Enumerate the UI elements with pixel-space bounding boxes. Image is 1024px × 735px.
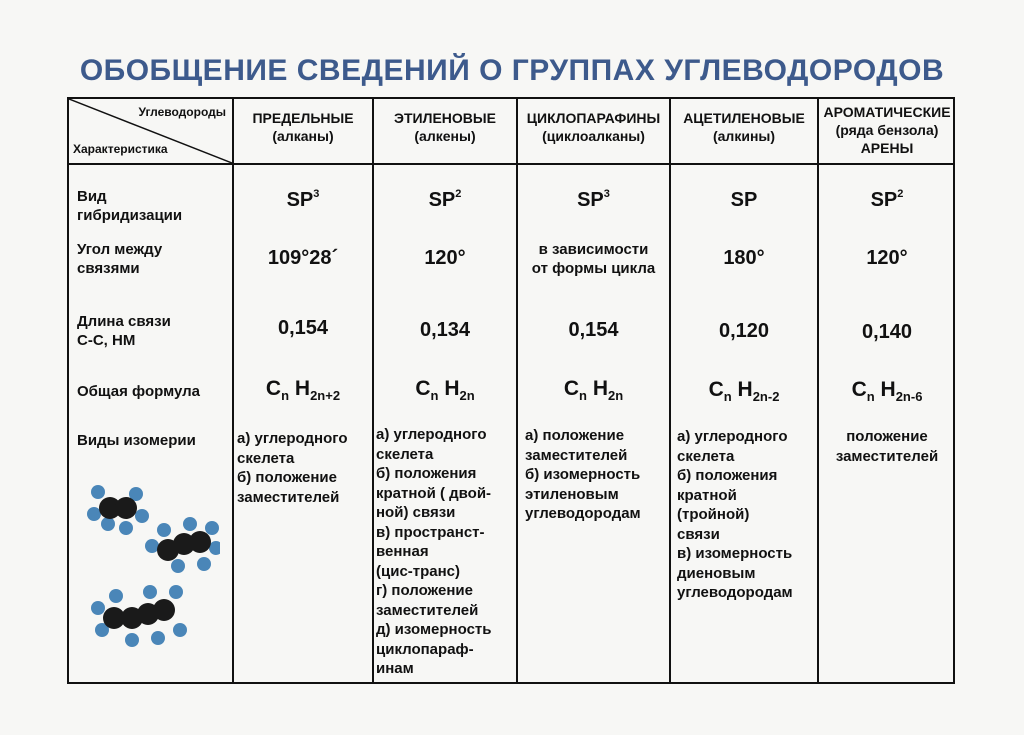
- corner-label-hydrocarbons: Углеводороды: [138, 105, 226, 119]
- row-label-bond-angle: Угол между связями: [77, 241, 163, 277]
- column-header-arenes: АРОМАТИЧЕСКИЕ (ряда бензола) АРЕНЫ: [823, 104, 951, 156]
- row-label-isomerism: Виды изомерии: [77, 432, 196, 449]
- row-label-hybridization: Вид гибридизации: [77, 188, 183, 224]
- grid-line: [69, 163, 953, 165]
- bond-angle-value: 120°: [866, 247, 908, 269]
- isomerism-list: а) положение заместителей б) изомерность этиленовым углеводородам: [525, 427, 641, 522]
- corner-label-characteristic: Характеристика: [73, 142, 168, 156]
- corner-cell: [69, 99, 232, 163]
- bond-length-value: 0,154: [568, 319, 619, 341]
- column-header-cycloalkanes: ЦИКЛОПАРАФИНЫ (циклоалканы): [526, 110, 661, 144]
- hybridization-value: SP: [730, 189, 758, 211]
- general-formula: $C_n$ $H_{2n+2}$: [265, 377, 341, 403]
- general-formula: $C_n$ $H_{2n-2}$: [708, 378, 780, 404]
- hybridization-value: $SP^2$: [870, 188, 904, 211]
- hybridization-value: $SP^2$: [428, 188, 462, 211]
- bond-angle-value: 180°: [723, 247, 765, 269]
- bond-angle-value: в зависимости от формы цикла: [531, 241, 656, 277]
- molecule-butane: [91, 585, 187, 647]
- bond-angle-value: 120°: [424, 247, 466, 269]
- column-header-alkynes: АЦЕТИЛЕНОВЫЕ (алкины): [683, 110, 805, 144]
- bond-length-value: 0,154: [277, 317, 329, 339]
- bond-angle-value: 109°28´: [267, 247, 339, 269]
- column-header-alkanes: ПРЕДЕЛЬНЫЕ (алканы): [252, 110, 354, 144]
- row-label-general-formula: Общая формула: [77, 383, 201, 400]
- column-header-alkenes: ЭТИЛЕНОВЫЕ (алкены): [394, 110, 496, 144]
- molecules-illustration: [80, 480, 220, 650]
- isomerism-list: а) углеродного скелета б) положения кратной ( двой- ной) связи в) пространст- венная (цис-транс) г) положение заместителей д) изомерность циклопараф- инам: [376, 426, 492, 677]
- isomerism-list: а) углеродного скелета б) положение заместителей: [237, 430, 348, 506]
- isomerism-list: положение заместителей: [835, 428, 939, 465]
- hybridization-value: $SP^3$: [577, 188, 610, 211]
- row-label-bond-length: Длина связи С-С, НМ: [77, 313, 171, 349]
- bond-length-value: 0,120: [718, 320, 770, 342]
- molecule-propene: [145, 517, 220, 573]
- page-title: ОБОБЩЕНИЕ СВЕДЕНИЙ О ГРУППАХ УГЛЕВОДОРОДОВ: [79, 54, 945, 87]
- general-formula: $C_n$ $H_{2n}$: [415, 377, 475, 403]
- bond-length-value: 0,134: [419, 319, 471, 341]
- general-formula: $C_n$ $H_{2n-6}$: [851, 378, 923, 404]
- general-formula: $C_n$ $H_{2n}$: [563, 377, 624, 403]
- hybridization-value: $SP^3$: [286, 188, 320, 211]
- isomerism-list: а) углеродного скелета б) положения кратной (тройной) связи в) изомерность диеновым углеводородам: [677, 428, 793, 601]
- molecule-ethane: [87, 485, 149, 535]
- bond-length-value: 0,140: [861, 321, 913, 343]
